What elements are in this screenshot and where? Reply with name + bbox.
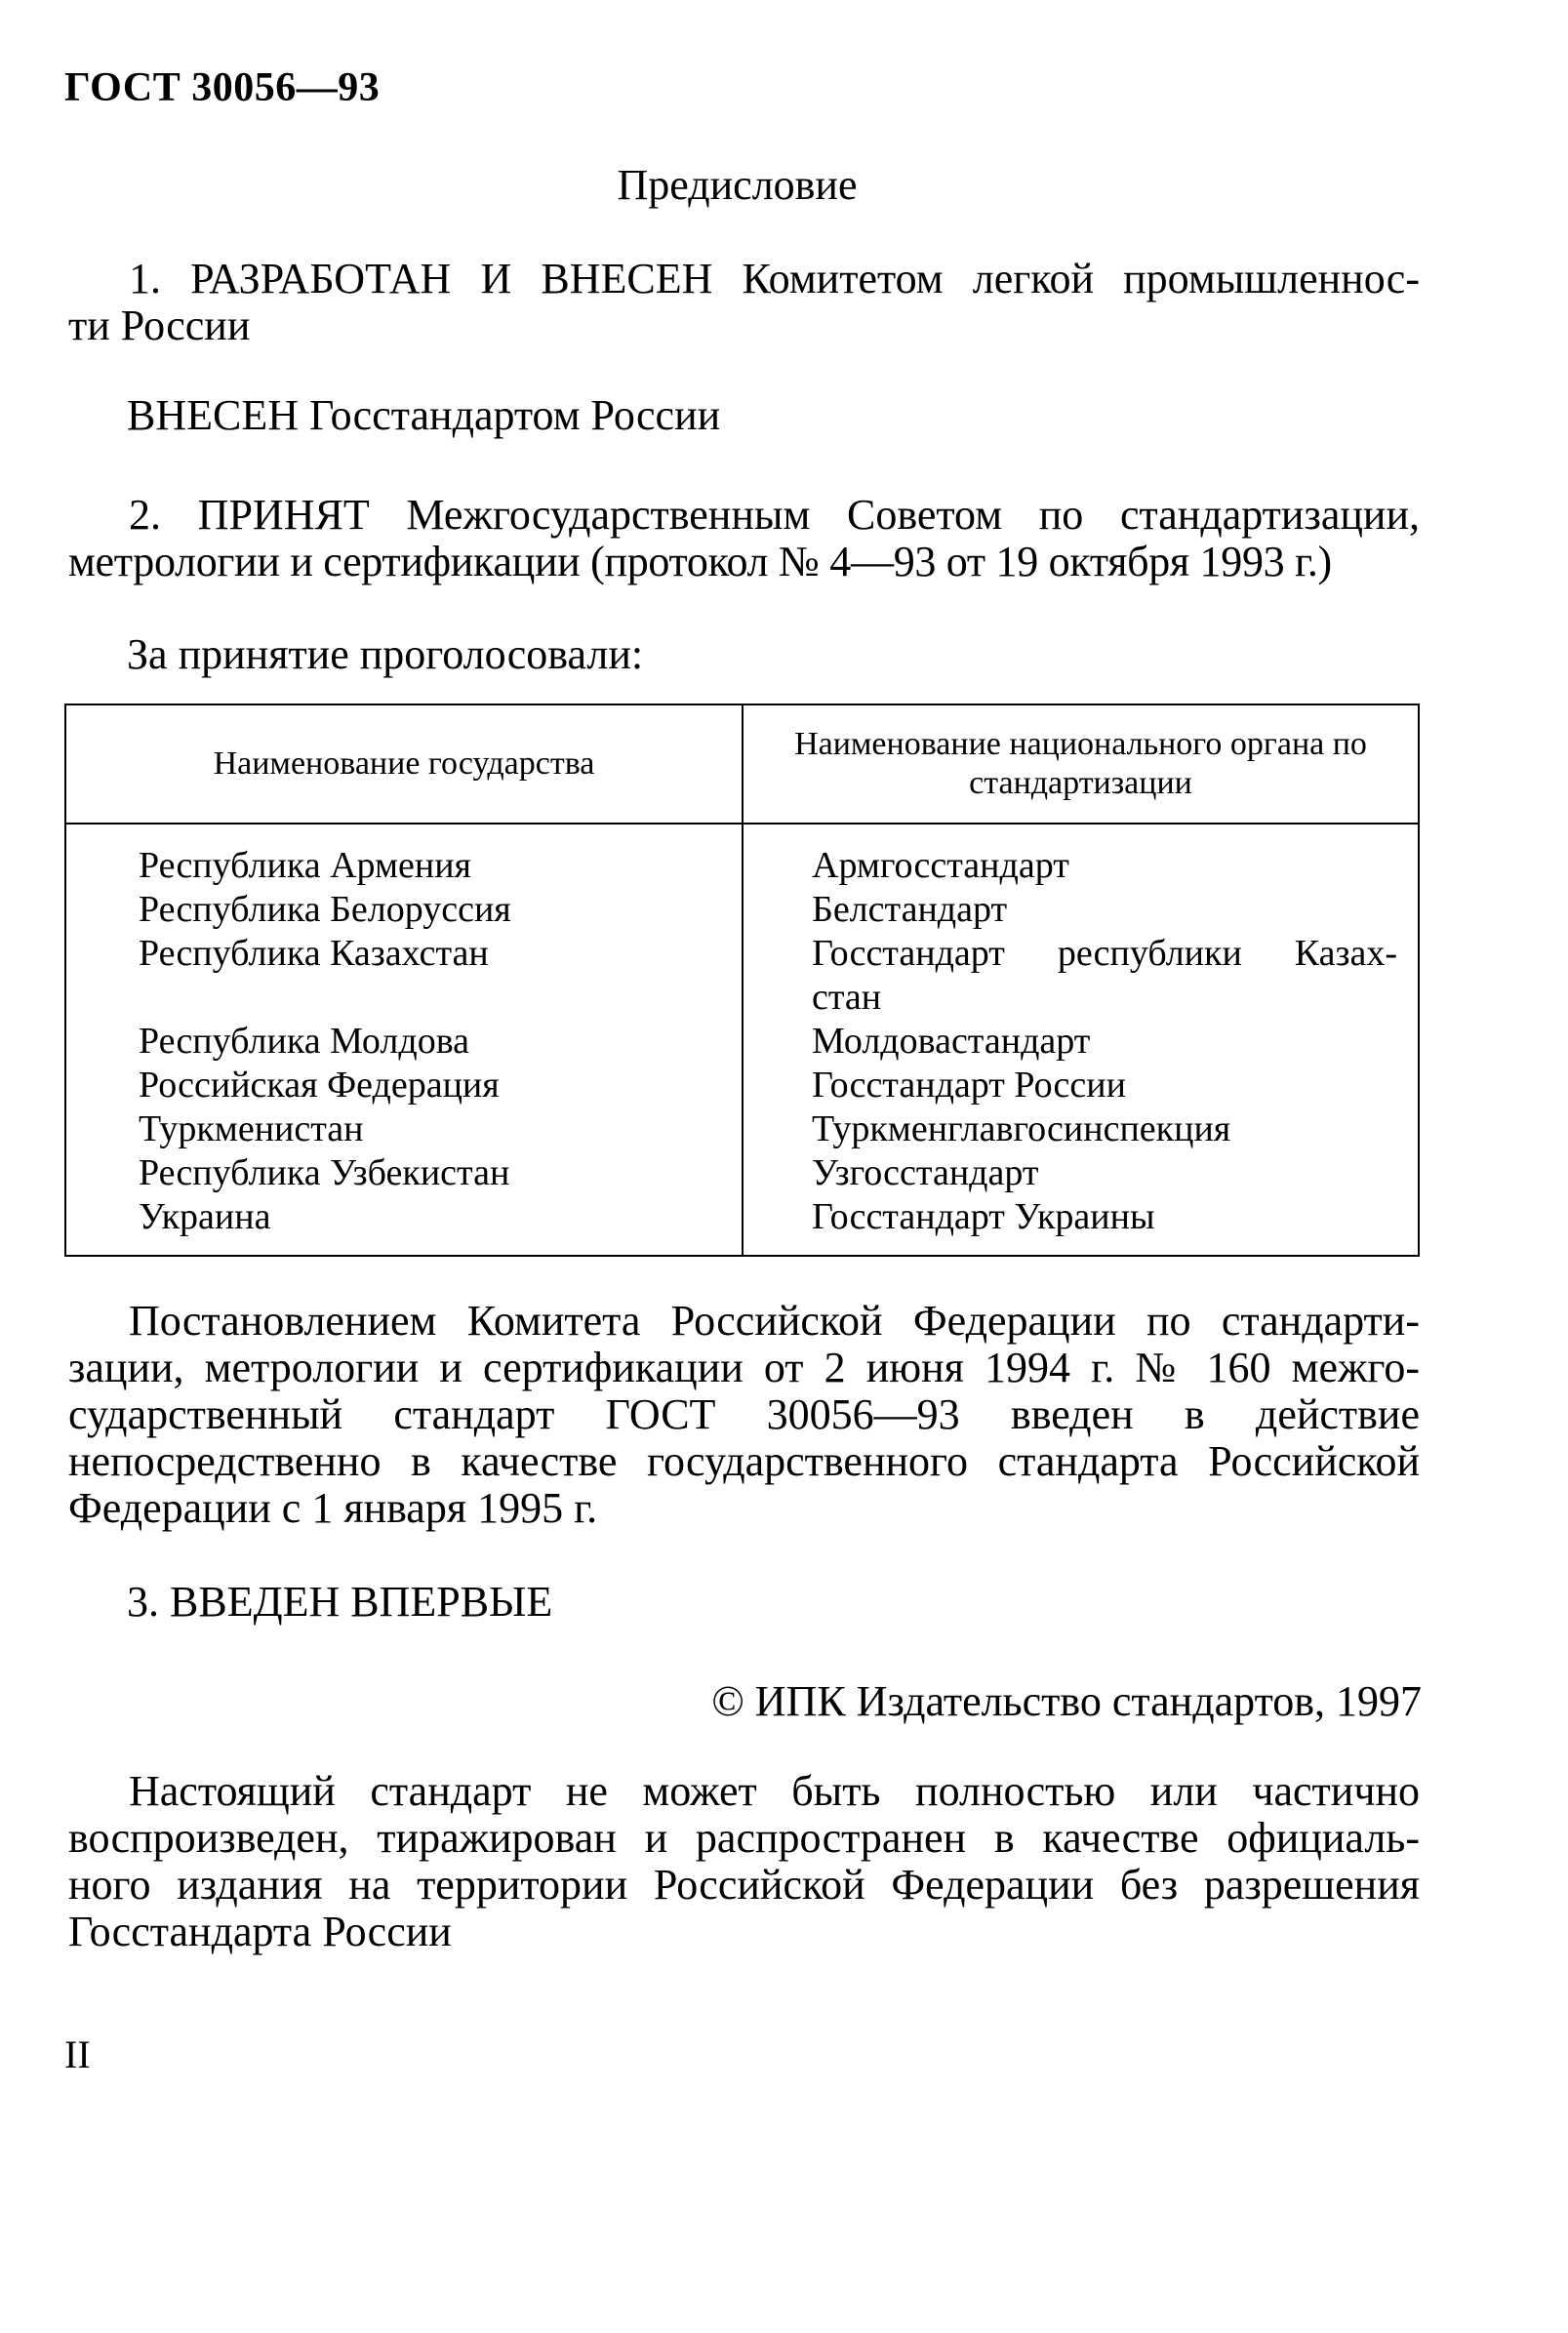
section-2-line-1: 2. ПРИНЯТ Межгосударственным Советом по стандартизации, xyxy=(129,491,1420,539)
introduced-by: ВНЕСЕН Госстандартом России xyxy=(127,391,721,439)
section-1-line-2: ти России xyxy=(68,302,251,349)
table-cell-state: Республика Молдова xyxy=(139,1021,470,1062)
section-3: 3. ВВЕДЕН ВПЕРВЫЕ xyxy=(127,1578,553,1626)
table-cell-body: Узгосстандарт xyxy=(812,1152,1039,1193)
decree-line: сударственный стандарт ГОСТ 30056—93 введен в действие xyxy=(68,1390,1420,1438)
table-cell-state: Республика Белоруссия xyxy=(139,889,511,930)
table-column-bodies xyxy=(812,844,1397,1239)
voted-label: За принятие проголосовали: xyxy=(127,630,644,678)
section-2 xyxy=(68,492,1420,585)
table-cell-state: Украина xyxy=(139,1196,271,1237)
table-cell-state: Туркменистан xyxy=(139,1108,364,1149)
table-cell-state: Республика Казахстан xyxy=(139,933,489,974)
page-title: Предисловие xyxy=(617,161,858,209)
table-cell-state: Республика Армения xyxy=(139,845,472,886)
decree-line: Постановлением Комитета Российской Федерации по стандарти- xyxy=(129,1297,1420,1345)
table-column-states xyxy=(139,844,704,1239)
table-cell-state: Республика Узбекистан xyxy=(139,1152,510,1193)
decree-line: Федерации с 1 января 1995 г. xyxy=(68,1484,598,1532)
notice-line: Настоящий стандарт не может быть полностью или частично xyxy=(129,1767,1420,1815)
table-cell-body: Белстандарт xyxy=(812,889,1008,930)
copyright-line: © ИПК Издательство стандартов, 1997 xyxy=(711,1677,1422,1725)
decree-line: непосредственно в качестве государственного стандарта Российской xyxy=(68,1437,1420,1485)
table-cell-body: Молдовастандарт xyxy=(812,1021,1091,1062)
decree-line: зации, метрологии и сертификации от 2 июня 1994 г. № 160 межго- xyxy=(68,1344,1420,1391)
page-number: II xyxy=(64,2032,91,2076)
table-cell-body: Госстандарт России xyxy=(812,1065,1126,1106)
table-cell-body: стан xyxy=(812,977,882,1018)
section-1 xyxy=(68,256,1420,349)
table-header-state: Наименование государства xyxy=(213,745,595,782)
table-cell-body: Армгосстандарт xyxy=(812,845,1069,886)
standard-code: ГОСТ 30056—93 xyxy=(64,65,381,110)
notice-paragraph xyxy=(68,1768,1420,1955)
notice-line: ного издания на территории Российской Федерации без разрешения xyxy=(68,1861,1420,1909)
table-header-divider xyxy=(66,823,1418,825)
table-header-body: Наименование национального органа по стандартизации xyxy=(794,726,1367,801)
notice-line: Госстандарта России xyxy=(68,1908,452,1955)
voting-table xyxy=(64,704,1420,1257)
decree-paragraph xyxy=(68,1298,1420,1532)
section-1-line-1: 1. РАЗРАБОТАН И ВНЕСЕН Комитетом легкой промышленнос- xyxy=(129,255,1420,302)
section-2-line-2: метрологии и сертификации (протокол № 4—93 от 19 октября 1993 г.) xyxy=(68,538,1332,585)
notice-line: воспроизведен, тиражирован и распространен в качестве официаль- xyxy=(68,1814,1420,1862)
table-cell-state: Российская Федерация xyxy=(139,1065,500,1106)
table-cell-body: Туркменглавгосинспекция xyxy=(812,1108,1231,1149)
table-cell-body: Госстандарт Украины xyxy=(812,1196,1155,1237)
table-cell-body: Госстандарт республики Казах- xyxy=(812,933,1397,974)
